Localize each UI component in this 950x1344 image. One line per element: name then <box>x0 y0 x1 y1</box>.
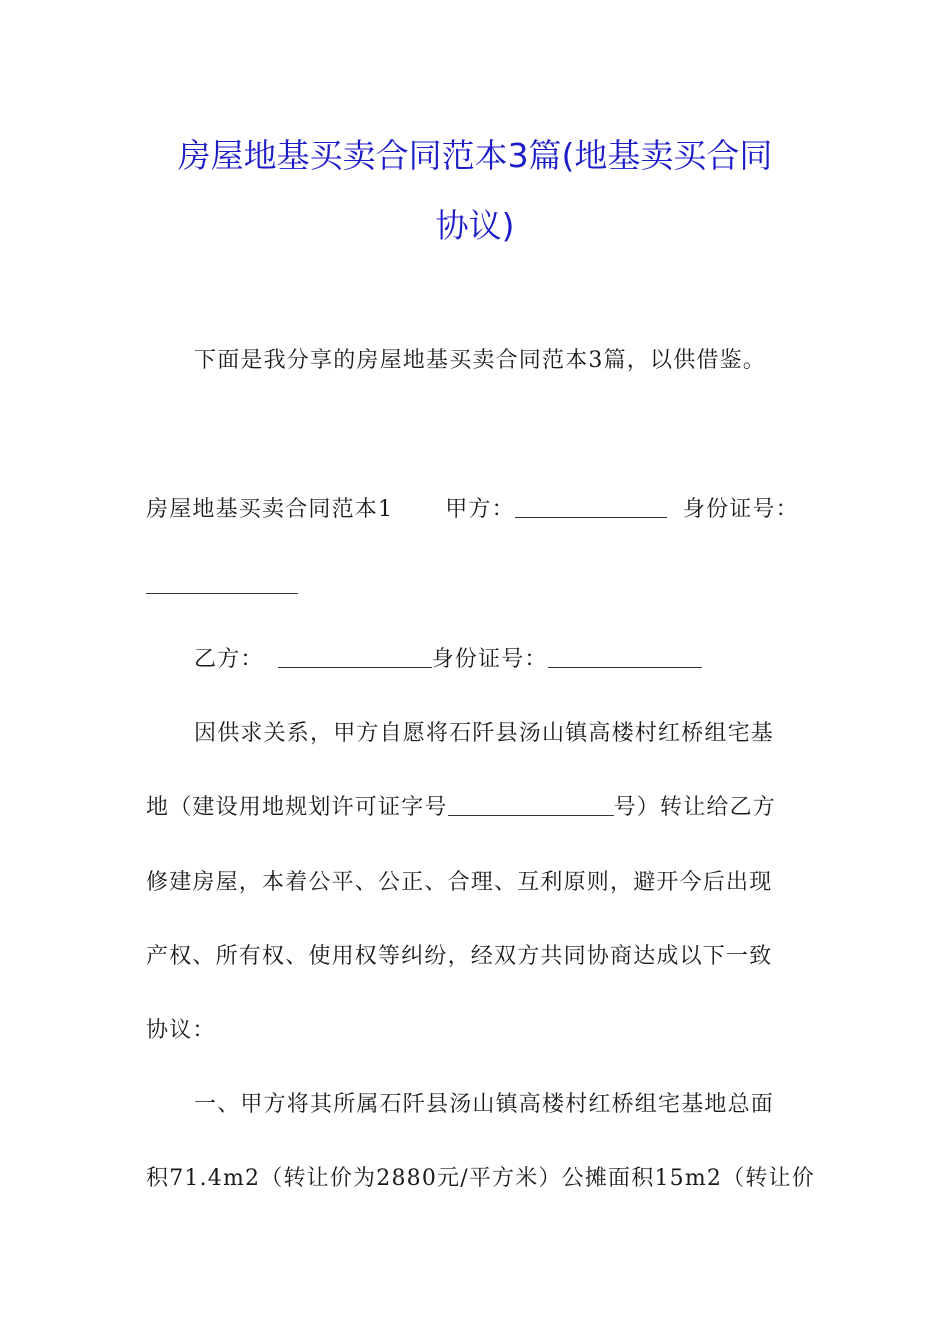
party-b-id-blank <box>548 649 702 668</box>
body-line-3: 修建房屋，本着公平、公正、合理、互利原则，避开今后出现 <box>146 870 773 895</box>
party-b-line <box>194 645 702 675</box>
sample-title: 房屋地基买卖合同范本1 <box>146 497 394 522</box>
body-line-2-part-a: 地（建设用地规划许可证字号 <box>146 795 448 820</box>
body-line-4: 产权、所有权、使用权等纠纷，经双方共同协商达成以下一致 <box>146 944 773 969</box>
party-a-id-blank <box>146 575 298 594</box>
party-b-label: 乙方： <box>194 647 264 672</box>
permit-number-blank <box>448 797 614 816</box>
party-b-id-label: 身份证号： <box>431 647 548 672</box>
body-line-2-part-b: 号）转让给乙方 <box>613 795 777 820</box>
body-line-2 <box>146 793 776 823</box>
clause-1-line-2: 积71.4m2（转让价为2880元/平方米）公摊面积15m2（转让价 <box>146 1166 815 1191</box>
body-line-5: 协议： <box>146 1018 216 1043</box>
clause-1-line-1: 一、甲方将其所属石阡县汤山镇高楼村红桥组宅基地总面 <box>194 1092 775 1117</box>
party-a-id-line <box>146 571 298 601</box>
party-a-blank <box>515 499 667 518</box>
intro-paragraph: 下面是我分享的房屋地基买卖合同范本3篇，以供借鉴。 <box>194 348 766 373</box>
document-title-line-2: 协议) <box>435 206 515 245</box>
body-line-1: 因供求关系，甲方自愿将石阡县汤山镇高楼村红桥组宅基 <box>194 721 775 746</box>
contract-heading-line <box>146 495 799 525</box>
document-title-line-1: 房屋地基买卖合同范本3篇(地基卖买合同 <box>177 136 773 175</box>
party-a-label: 甲方： <box>445 497 515 522</box>
party-a-id-label: 身份证号： <box>682 497 799 522</box>
party-b-blank <box>278 649 432 668</box>
